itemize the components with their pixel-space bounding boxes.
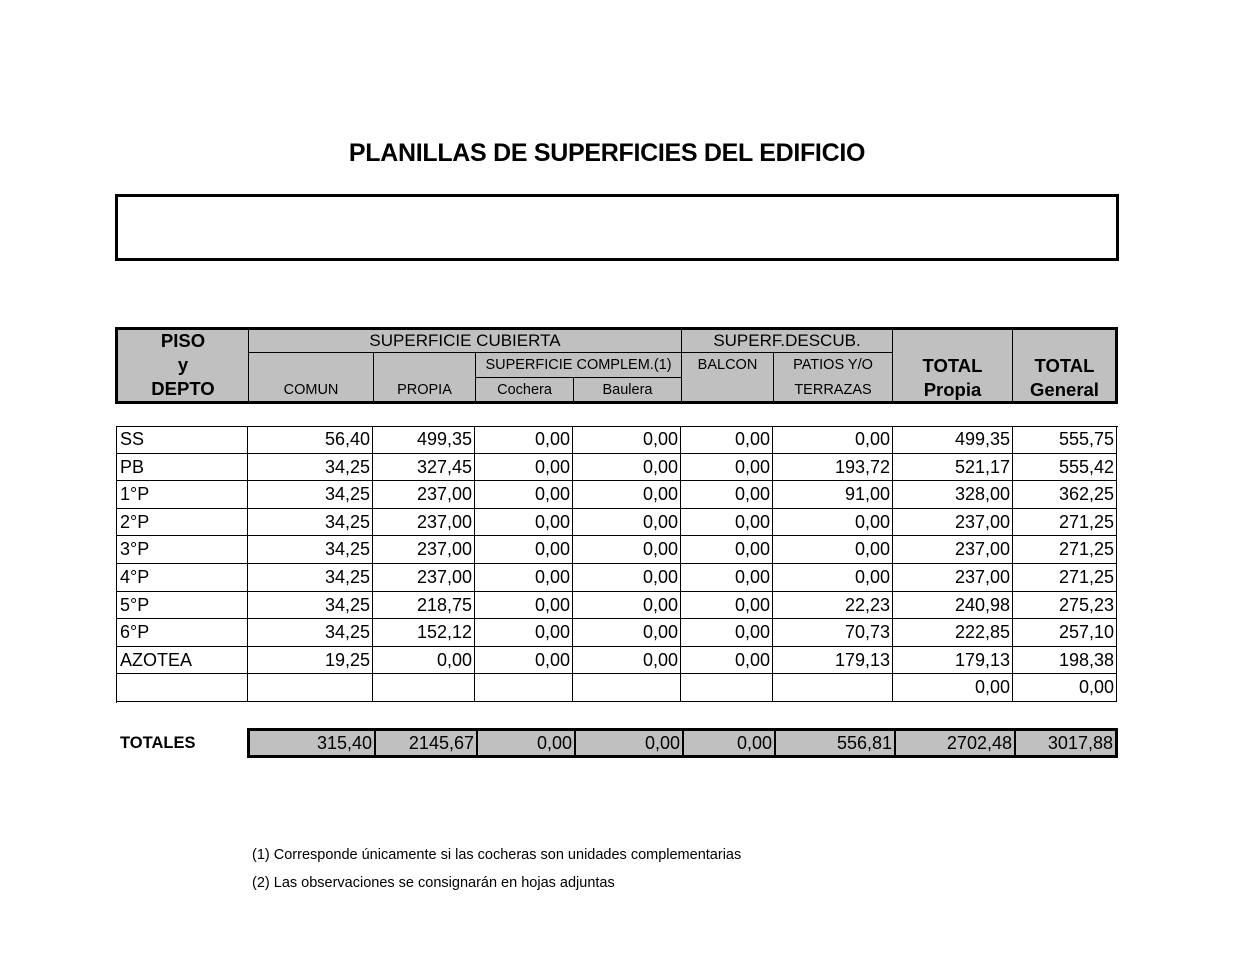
cell-comun: 34,25 (248, 481, 373, 509)
cell-comun: 34,25 (248, 619, 373, 647)
cell-total-propia: 237,00 (893, 536, 1013, 564)
header-patios: PATIOS Y/O (793, 357, 873, 373)
cell-piso: AZOTEA (116, 647, 248, 675)
header-superficie-complem: SUPERFICIE COMPLEM.(1) (485, 357, 672, 373)
cell-propia: 152,12 (373, 619, 475, 647)
header-baulera: Baulera (602, 382, 653, 398)
header-superficie-cubierta: SUPERFICIE CUBIERTA (369, 331, 561, 350)
cell-propia: 499,35 (373, 426, 475, 454)
cell-total-general: 555,42 (1013, 454, 1117, 482)
cell-cochera: 0,00 (475, 564, 573, 592)
header-balcon: BALCON (697, 357, 758, 373)
cell-patios: 22,23 (773, 592, 893, 620)
table-row (117, 647, 1119, 675)
cell-patios: 0,00 (773, 509, 893, 537)
cell-balcon: 0,00 (681, 564, 773, 592)
cell-baulera (573, 674, 681, 702)
table-row (117, 564, 1119, 592)
cell-piso: 4°P (116, 564, 248, 592)
cell-piso: PB (116, 454, 248, 482)
cell-patios: 193,72 (773, 454, 893, 482)
cell-patios: 91,00 (773, 481, 893, 509)
cell-piso: SS (116, 426, 248, 454)
cell-patios: 179,13 (773, 647, 893, 675)
cell-balcon: 0,00 (681, 426, 773, 454)
cell-propia: 237,00 (373, 481, 475, 509)
cell-piso: 1°P (116, 481, 248, 509)
table-row (117, 536, 1119, 564)
data-table (116, 426, 1118, 703)
cell-patios: 70,73 (773, 619, 893, 647)
header-total-propia-2: Propia (923, 379, 982, 400)
cell-total-general: 275,23 (1013, 592, 1117, 620)
cell-cochera: 0,00 (475, 619, 573, 647)
total-comun: 315,40 (250, 731, 376, 755)
cell-comun: 34,25 (248, 592, 373, 620)
cell-patios: 0,00 (773, 536, 893, 564)
cell-comun: 34,25 (248, 454, 373, 482)
cell-patios: 0,00 (773, 564, 893, 592)
table-row (117, 592, 1119, 620)
cell-total-propia: 237,00 (893, 509, 1013, 537)
cell-propia: 237,00 (373, 536, 475, 564)
header-y: y (177, 354, 189, 375)
header-propia: PROPIA (397, 382, 452, 398)
cell-total-general: 271,25 (1013, 509, 1117, 537)
cell-baulera: 0,00 (573, 564, 681, 592)
header-total-general-2: General (1030, 379, 1099, 400)
cell-cochera (475, 674, 573, 702)
cell-cochera: 0,00 (475, 592, 573, 620)
cell-baulera: 0,00 (573, 592, 681, 620)
cell-total-propia: 179,13 (893, 647, 1013, 675)
cell-cochera: 0,00 (475, 426, 573, 454)
header-cochera: Cochera (497, 382, 552, 398)
header-terrazas: TERRAZAS (794, 382, 872, 398)
table-row (117, 674, 1119, 702)
cell-total-propia: 222,85 (893, 619, 1013, 647)
total-baulera: 0,00 (576, 731, 684, 755)
cell-balcon: 0,00 (681, 481, 773, 509)
cell-propia: 218,75 (373, 592, 475, 620)
cell-baulera: 0,00 (573, 481, 681, 509)
cell-comun: 19,25 (248, 647, 373, 675)
header-divider (475, 377, 682, 378)
cell-cochera: 0,00 (475, 509, 573, 537)
cell-total-propia: 237,00 (893, 564, 1013, 592)
total-total-propia: 2702,48 (896, 731, 1016, 755)
page-title-text: PLANILLAS DE SUPERFICIES DEL EDIFICIO (348, 139, 866, 167)
cell-baulera: 0,00 (573, 454, 681, 482)
header-depto: DEPTO (151, 378, 215, 399)
table-row (117, 426, 1119, 454)
header-total-propia-1: TOTAL (922, 355, 983, 376)
cell-total-general: 555,75 (1013, 426, 1117, 454)
cell-baulera: 0,00 (573, 426, 681, 454)
cell-propia: 327,45 (373, 454, 475, 482)
cell-baulera: 0,00 (573, 509, 681, 537)
total-balcon: 0,00 (684, 731, 776, 755)
cell-cochera: 0,00 (475, 536, 573, 564)
cell-balcon: 0,00 (681, 647, 773, 675)
cell-comun (248, 674, 373, 702)
cell-total-propia: 328,00 (893, 481, 1013, 509)
cell-balcon: 0,00 (681, 509, 773, 537)
cell-total-propia: 0,00 (893, 674, 1013, 702)
cell-total-propia: 499,35 (893, 426, 1013, 454)
cell-total-propia: 521,17 (893, 454, 1013, 482)
page-title (0, 139, 1238, 168)
header-divider (248, 352, 893, 353)
table-row (117, 481, 1119, 509)
cell-propia: 237,00 (373, 564, 475, 592)
total-propia: 2145,67 (376, 731, 478, 755)
cell-total-general: 0,00 (1013, 674, 1117, 702)
cell-cochera: 0,00 (475, 454, 573, 482)
cell-piso: 3°P (116, 536, 248, 564)
cell-propia (373, 674, 475, 702)
header-superf-descub: SUPERF.DESCUB. (713, 331, 861, 350)
table-row (117, 619, 1119, 647)
cell-total-general: 271,25 (1013, 564, 1117, 592)
cell-total-general: 271,25 (1013, 536, 1117, 564)
cell-cochera: 0,00 (475, 647, 573, 675)
totals-label: TOTALES (120, 734, 196, 752)
table-row (117, 509, 1119, 537)
totals-row (247, 728, 1118, 758)
cell-balcon (681, 674, 773, 702)
footnote-1: (1) Corresponde únicamente si las cocheras son unidades complementarias (252, 847, 742, 863)
cell-piso: 5°P (116, 592, 248, 620)
cell-propia: 237,00 (373, 509, 475, 537)
cell-piso: 2°P (116, 509, 248, 537)
cell-comun: 34,25 (248, 536, 373, 564)
header-comun: COMUN (283, 382, 339, 398)
total-cochera: 0,00 (478, 731, 576, 755)
cell-baulera: 0,00 (573, 536, 681, 564)
cell-balcon: 0,00 (681, 592, 773, 620)
total-patios: 556,81 (776, 731, 896, 755)
cell-baulera: 0,00 (573, 619, 681, 647)
cell-total-propia: 240,98 (893, 592, 1013, 620)
header-total-general-1: TOTAL (1034, 355, 1095, 376)
header-piso: PISO (160, 330, 206, 351)
cell-piso: 6°P (116, 619, 248, 647)
cell-patios: 0,00 (773, 426, 893, 454)
cell-comun: 56,40 (248, 426, 373, 454)
footnote-2: (2) Las observaciones se consignarán en hojas adjuntas (252, 875, 615, 891)
cell-baulera: 0,00 (573, 647, 681, 675)
cell-piso (116, 674, 248, 702)
cell-cochera: 0,00 (475, 481, 573, 509)
cell-balcon: 0,00 (681, 536, 773, 564)
cell-total-general: 198,38 (1013, 647, 1117, 675)
table-header (115, 327, 1118, 404)
cell-balcon: 0,00 (681, 619, 773, 647)
cell-propia: 0,00 (373, 647, 475, 675)
cell-total-general: 362,25 (1013, 481, 1117, 509)
building-info-box (115, 194, 1119, 261)
cell-total-general: 257,10 (1013, 619, 1117, 647)
cell-comun: 34,25 (248, 564, 373, 592)
cell-patios (773, 674, 893, 702)
total-total-general: 3017,88 (1047, 733, 1113, 753)
cell-balcon: 0,00 (681, 454, 773, 482)
table-row (117, 454, 1119, 482)
cell-comun: 34,25 (248, 509, 373, 537)
